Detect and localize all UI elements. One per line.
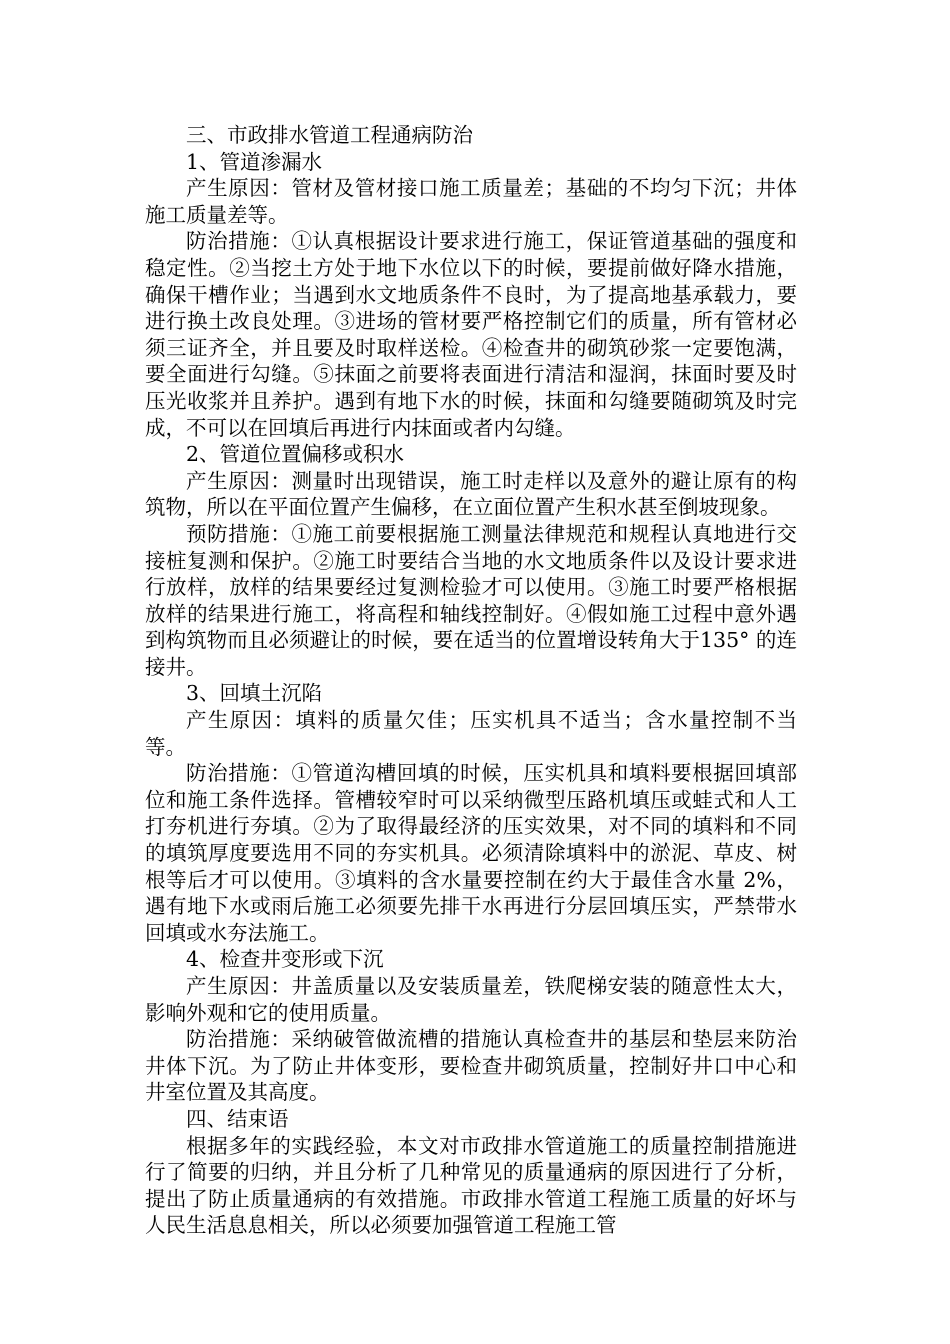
paragraph-cause: 产生原因：测量时出现错误，施工时走样以及意外的避让原有的构筑物，所以在平面位置产生偏移，在立面位置产生积水甚至倒坡现象。 (145, 468, 797, 520)
paragraph-measures: 防治措施：①管道沟槽回填的时候，压实机具和填料要根据回填部位和施工条件选择。管槽较窄时可以采纳微型压路机填压或蛙式和人工打夯机进行夯填。②为了取得最经济的压实效果，对不同的填料和不同的填筑厚度要选用不同的夯实机具。必须清除填料中的淤泥、草皮、树根等后才可以使用。③填料的含水量要控制在约大于最佳含水量 2%，遇有地下水或雨后施工必须要先排干水再进行分层回填压实，严禁带水回填或水夯法施工。 (145, 761, 797, 945)
paragraph-cause: 产生原因：管材及管材接口施工质量差；基础的不均匀下沉；井体施工质量差等。 (145, 176, 797, 227)
subheading-manhole-deformation: 4、检查井变形或下沉 (186, 947, 384, 972)
paragraph-measures: 防治措施：①认真根据设计要求进行施工，保证管道基础的强度和稳定性。②当挖土方处于地下水位以下的时候，要提前做好降水措施，确保干槽作业；当遇到水文地质条件不良时，为了提高地基承载力，要进行换土改良处理。③进场的管材要严格控制它们的质量，所有管材必须三证齐全，并且要及时取样送检。④检查井的砌筑砂浆一定要饱满，要全面进行勾缝。⑤抹面之前要将表面进行清洁和湿润，抹面时要及时压光收浆并且养护。遇到有地下水的时候，抹面和勾缝要随砌筑及时完成，不可以在回填后再进行内抹面或者内勾缝。 (145, 229, 797, 440)
subheading-backfill-settlement: 3、回填土沉陷 (186, 681, 323, 706)
paragraph-cause: 产生原因：填料的质量欠佳；压实机具不适当；含水量控制不当等。 (145, 708, 797, 759)
paragraph-measures: 预防措施：①施工前要根据施工测量法律规范和规程认真地进行交接桩复测和保护。②施工时要结合当地的水文地质条件以及设计要求进行放样，放样的结果要经过复测检验才可以使用。③施工时要严格根据放样的结果进行施工，将高程和轴线控制好。④假如施工过程中意外遇到构筑物而且必须避让的时候，要在适当的位置增设转角大于135° 的连接井。 (145, 521, 797, 679)
paragraph-conclusion: 根据多年的实践经验，本文对市政排水管道施工的质量控制措施进行了简要的归纳，并且分析了几种常见的质量通病的原因进行了分析，提出了防止质量通病的有效措施。市政排水管道工程施工质量的好坏与人民生活息息相关，所以必须要加强管道工程施工管 (145, 1133, 797, 1238)
section-heading-3: 三、市政排水管道工程通病防治 (186, 123, 473, 147)
subheading-pipe-offset: 2、管道位置偏移或积水 (186, 442, 405, 467)
subheading-pipe-leakage: 1、管道渗漏水 (186, 149, 323, 174)
paragraph-measures: 防治措施：采纳破管做流槽的措施认真检查井的基层和垫层来防治井体下沉。为了防止井体变形，要检查井砌筑质量，控制好井口中心和井室位置及其高度。 (145, 1027, 797, 1105)
document-body (145, 122, 797, 1239)
paragraph-cause: 产生原因：井盖质量以及安装质量差，铁爬梯安装的随意性太大，影响外观和它的使用质量。 (145, 974, 797, 1025)
section-heading-4: 四、结束语 (186, 1106, 289, 1131)
